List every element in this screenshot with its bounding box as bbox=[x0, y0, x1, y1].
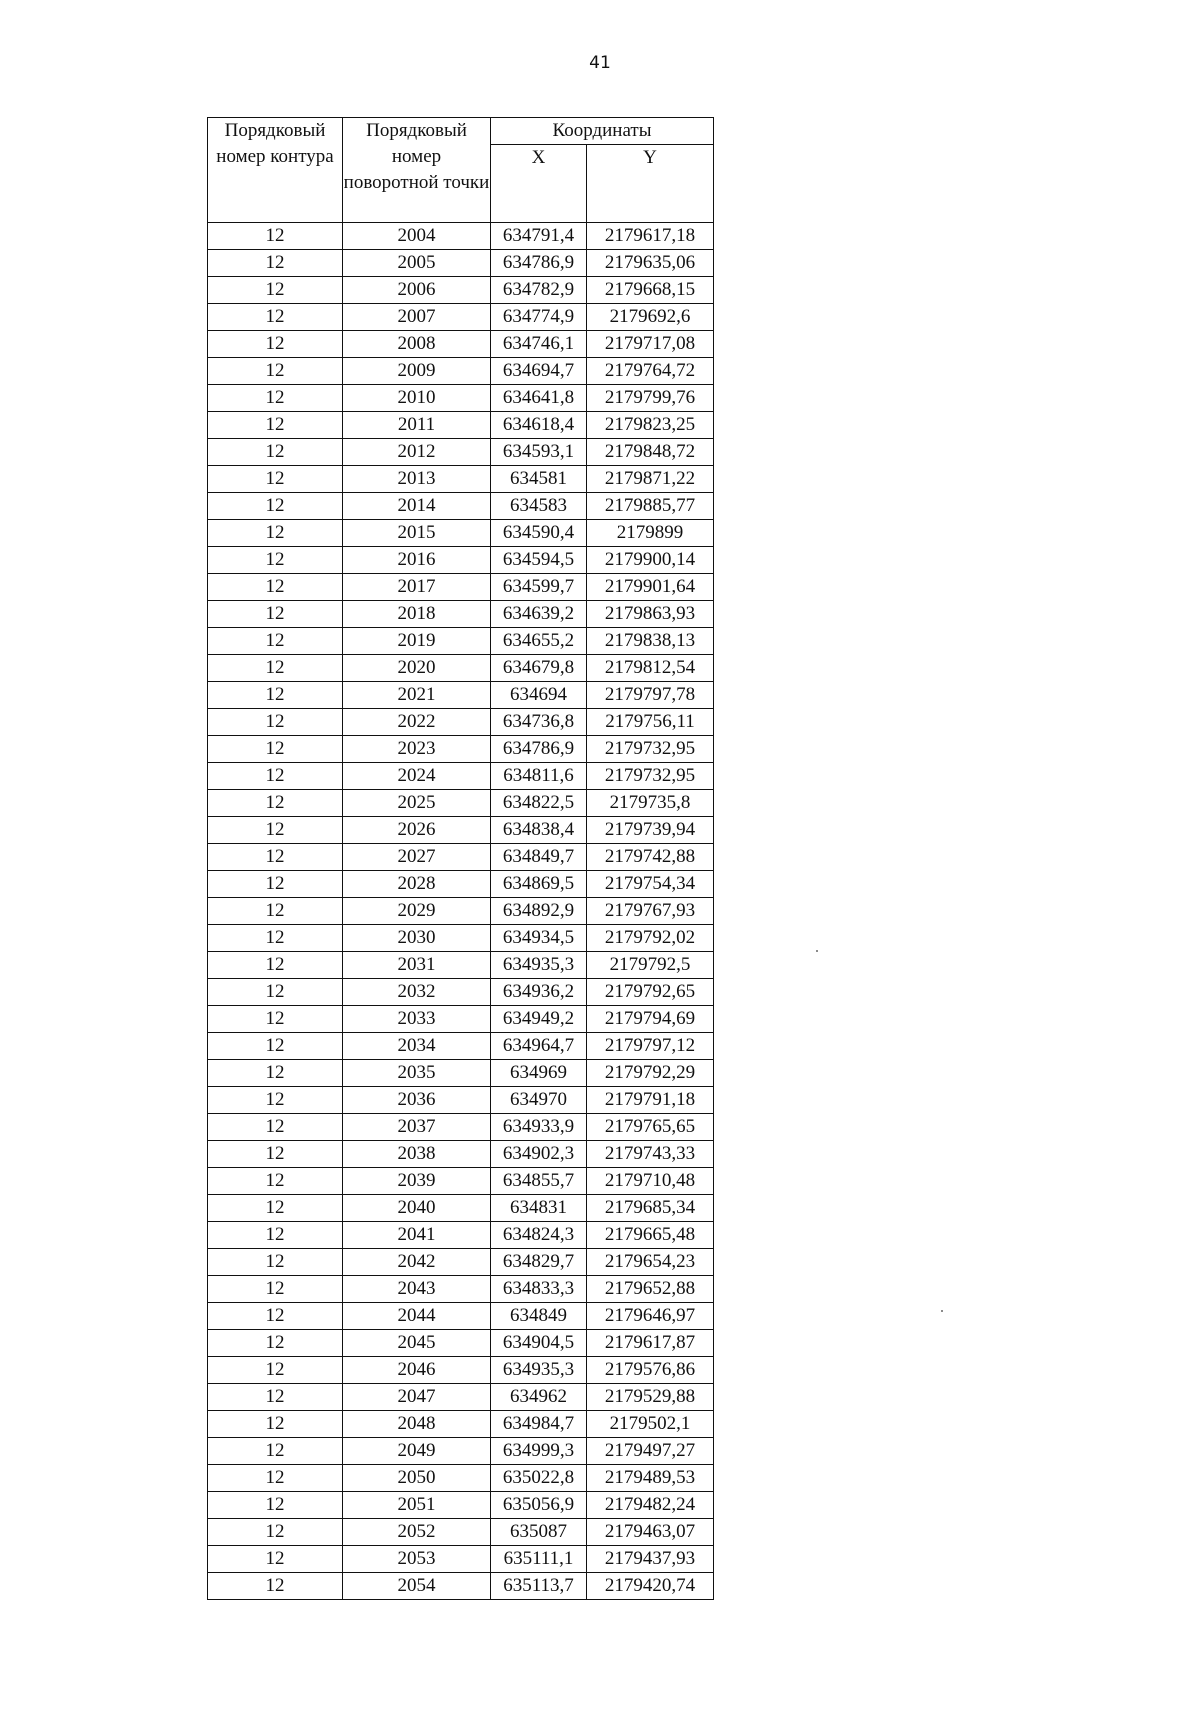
y-coordinate-cell: 2179792,29 bbox=[587, 1060, 714, 1087]
point-number-cell: 2018 bbox=[343, 601, 491, 628]
contour-number-cell: 12 bbox=[208, 682, 343, 709]
coordinates-table bbox=[207, 117, 714, 1600]
table-row bbox=[208, 979, 714, 1006]
contour-number-cell: 12 bbox=[208, 952, 343, 979]
table-row bbox=[208, 682, 714, 709]
contour-number-cell: 12 bbox=[208, 601, 343, 628]
point-number-cell: 2024 bbox=[343, 763, 491, 790]
stray-mark bbox=[816, 950, 818, 952]
table-row bbox=[208, 358, 714, 385]
x-coordinate-cell: 634999,3 bbox=[491, 1438, 587, 1465]
point-number-cell: 2054 bbox=[343, 1573, 491, 1600]
x-coordinate-cell: 634984,7 bbox=[491, 1411, 587, 1438]
contour-number-cell: 12 bbox=[208, 709, 343, 736]
y-coordinate-cell: 2179901,64 bbox=[587, 574, 714, 601]
x-coordinate-cell: 634935,3 bbox=[491, 952, 587, 979]
contour-number-cell: 12 bbox=[208, 1546, 343, 1573]
x-coordinate-cell: 634970 bbox=[491, 1087, 587, 1114]
point-number-cell: 2035 bbox=[343, 1060, 491, 1087]
x-coordinate-cell: 634639,2 bbox=[491, 601, 587, 628]
table-row bbox=[208, 223, 714, 250]
point-number-cell: 2013 bbox=[343, 466, 491, 493]
y-coordinate-cell: 2179797,12 bbox=[587, 1033, 714, 1060]
contour-number-cell: 12 bbox=[208, 1249, 343, 1276]
point-number-cell: 2036 bbox=[343, 1087, 491, 1114]
x-coordinate-cell: 634892,9 bbox=[491, 898, 587, 925]
x-coordinate-cell: 634655,2 bbox=[491, 628, 587, 655]
contour-number-cell: 12 bbox=[208, 1303, 343, 1330]
contour-number-cell: 12 bbox=[208, 1492, 343, 1519]
point-number-cell: 2022 bbox=[343, 709, 491, 736]
y-coordinate-cell: 2179652,88 bbox=[587, 1276, 714, 1303]
point-number-cell: 2025 bbox=[343, 790, 491, 817]
contour-number-cell: 12 bbox=[208, 358, 343, 385]
contour-number-cell: 12 bbox=[208, 655, 343, 682]
header-x: X bbox=[491, 145, 587, 223]
x-coordinate-cell: 634786,9 bbox=[491, 250, 587, 277]
y-coordinate-cell: 2179617,18 bbox=[587, 223, 714, 250]
table-row bbox=[208, 439, 714, 466]
y-coordinate-cell: 2179863,93 bbox=[587, 601, 714, 628]
contour-number-cell: 12 bbox=[208, 817, 343, 844]
x-coordinate-cell: 634824,3 bbox=[491, 1222, 587, 1249]
x-coordinate-cell: 634736,8 bbox=[491, 709, 587, 736]
contour-number-cell: 12 bbox=[208, 466, 343, 493]
y-coordinate-cell: 2179489,53 bbox=[587, 1465, 714, 1492]
contour-number-cell: 12 bbox=[208, 1168, 343, 1195]
x-coordinate-cell: 634581 bbox=[491, 466, 587, 493]
point-number-cell: 2040 bbox=[343, 1195, 491, 1222]
contour-number-cell: 12 bbox=[208, 385, 343, 412]
x-coordinate-cell: 635022,8 bbox=[491, 1465, 587, 1492]
table-row bbox=[208, 277, 714, 304]
x-coordinate-cell: 634694 bbox=[491, 682, 587, 709]
point-number-cell: 2016 bbox=[343, 547, 491, 574]
header-coordinates: Координаты bbox=[491, 118, 714, 145]
y-coordinate-cell: 2179617,87 bbox=[587, 1330, 714, 1357]
point-number-cell: 2009 bbox=[343, 358, 491, 385]
y-coordinate-cell: 2179482,24 bbox=[587, 1492, 714, 1519]
y-coordinate-cell: 2179792,65 bbox=[587, 979, 714, 1006]
y-coordinate-cell: 2179799,76 bbox=[587, 385, 714, 412]
table-row bbox=[208, 1195, 714, 1222]
x-coordinate-cell: 635113,7 bbox=[491, 1573, 587, 1600]
table-row bbox=[208, 1141, 714, 1168]
y-coordinate-cell: 2179635,06 bbox=[587, 250, 714, 277]
x-coordinate-cell: 634962 bbox=[491, 1384, 587, 1411]
point-number-cell: 2031 bbox=[343, 952, 491, 979]
point-number-cell: 2047 bbox=[343, 1384, 491, 1411]
x-coordinate-cell: 634593,1 bbox=[491, 439, 587, 466]
y-coordinate-cell: 2179823,25 bbox=[587, 412, 714, 439]
x-coordinate-cell: 634782,9 bbox=[491, 277, 587, 304]
contour-number-cell: 12 bbox=[208, 1411, 343, 1438]
table-row bbox=[208, 871, 714, 898]
contour-number-cell: 12 bbox=[208, 547, 343, 574]
x-coordinate-cell: 634949,2 bbox=[491, 1006, 587, 1033]
point-number-cell: 2041 bbox=[343, 1222, 491, 1249]
table-row bbox=[208, 1492, 714, 1519]
x-coordinate-cell: 634936,2 bbox=[491, 979, 587, 1006]
point-number-cell: 2046 bbox=[343, 1357, 491, 1384]
y-coordinate-cell: 2179497,27 bbox=[587, 1438, 714, 1465]
y-coordinate-cell: 2179838,13 bbox=[587, 628, 714, 655]
contour-number-cell: 12 bbox=[208, 1438, 343, 1465]
y-coordinate-cell: 2179794,69 bbox=[587, 1006, 714, 1033]
point-number-cell: 2019 bbox=[343, 628, 491, 655]
x-coordinate-cell: 634934,5 bbox=[491, 925, 587, 952]
x-coordinate-cell: 634618,4 bbox=[491, 412, 587, 439]
point-number-cell: 2011 bbox=[343, 412, 491, 439]
table-row bbox=[208, 1006, 714, 1033]
point-number-cell: 2043 bbox=[343, 1276, 491, 1303]
y-coordinate-cell: 2179791,18 bbox=[587, 1087, 714, 1114]
y-coordinate-cell: 2179885,77 bbox=[587, 493, 714, 520]
contour-number-cell: 12 bbox=[208, 1087, 343, 1114]
table-row bbox=[208, 1276, 714, 1303]
table-row bbox=[208, 1411, 714, 1438]
y-coordinate-cell: 2179463,07 bbox=[587, 1519, 714, 1546]
table-row bbox=[208, 412, 714, 439]
stray-mark bbox=[941, 1310, 943, 1312]
point-number-cell: 2020 bbox=[343, 655, 491, 682]
point-number-cell: 2014 bbox=[343, 493, 491, 520]
table-row bbox=[208, 628, 714, 655]
table-row bbox=[208, 1384, 714, 1411]
point-number-cell: 2051 bbox=[343, 1492, 491, 1519]
y-coordinate-cell: 2179437,93 bbox=[587, 1546, 714, 1573]
point-number-cell: 2008 bbox=[343, 331, 491, 358]
table-row bbox=[208, 1222, 714, 1249]
table-row bbox=[208, 844, 714, 871]
contour-number-cell: 12 bbox=[208, 1276, 343, 1303]
contour-number-cell: 12 bbox=[208, 1195, 343, 1222]
x-coordinate-cell: 634590,4 bbox=[491, 520, 587, 547]
x-coordinate-cell: 634869,5 bbox=[491, 871, 587, 898]
contour-number-cell: 12 bbox=[208, 871, 343, 898]
table-row bbox=[208, 709, 714, 736]
point-number-cell: 2032 bbox=[343, 979, 491, 1006]
x-coordinate-cell: 634774,9 bbox=[491, 304, 587, 331]
contour-number-cell: 12 bbox=[208, 1330, 343, 1357]
point-number-cell: 2015 bbox=[343, 520, 491, 547]
point-number-cell: 2044 bbox=[343, 1303, 491, 1330]
table-row bbox=[208, 493, 714, 520]
x-coordinate-cell: 634849 bbox=[491, 1303, 587, 1330]
y-coordinate-cell: 2179717,08 bbox=[587, 331, 714, 358]
y-coordinate-cell: 2179742,88 bbox=[587, 844, 714, 871]
point-number-cell: 2028 bbox=[343, 871, 491, 898]
table-row bbox=[208, 952, 714, 979]
point-number-cell: 2037 bbox=[343, 1114, 491, 1141]
contour-number-cell: 12 bbox=[208, 574, 343, 601]
y-coordinate-cell: 2179848,72 bbox=[587, 439, 714, 466]
contour-number-cell: 12 bbox=[208, 1114, 343, 1141]
contour-number-cell: 12 bbox=[208, 1573, 343, 1600]
point-number-cell: 2005 bbox=[343, 250, 491, 277]
table-row bbox=[208, 1249, 714, 1276]
contour-number-cell: 12 bbox=[208, 250, 343, 277]
table-row bbox=[208, 1573, 714, 1600]
x-coordinate-cell: 634641,8 bbox=[491, 385, 587, 412]
contour-number-cell: 12 bbox=[208, 790, 343, 817]
point-number-cell: 2034 bbox=[343, 1033, 491, 1060]
point-number-cell: 2048 bbox=[343, 1411, 491, 1438]
contour-number-cell: 12 bbox=[208, 1465, 343, 1492]
header-point-number: Порядковый номер поворотной точки bbox=[343, 118, 491, 223]
y-coordinate-cell: 2179739,94 bbox=[587, 817, 714, 844]
x-coordinate-cell: 634746,1 bbox=[491, 331, 587, 358]
contour-number-cell: 12 bbox=[208, 1060, 343, 1087]
table-row bbox=[208, 790, 714, 817]
x-coordinate-cell: 634599,7 bbox=[491, 574, 587, 601]
point-number-cell: 2029 bbox=[343, 898, 491, 925]
table-row bbox=[208, 1114, 714, 1141]
point-number-cell: 2038 bbox=[343, 1141, 491, 1168]
point-number-cell: 2021 bbox=[343, 682, 491, 709]
table-row bbox=[208, 655, 714, 682]
contour-number-cell: 12 bbox=[208, 493, 343, 520]
x-coordinate-cell: 635111,1 bbox=[491, 1546, 587, 1573]
x-coordinate-cell: 635087 bbox=[491, 1519, 587, 1546]
x-coordinate-cell: 634902,3 bbox=[491, 1141, 587, 1168]
point-number-cell: 2030 bbox=[343, 925, 491, 952]
contour-number-cell: 12 bbox=[208, 1222, 343, 1249]
x-coordinate-cell: 634831 bbox=[491, 1195, 587, 1222]
table-row bbox=[208, 736, 714, 763]
table-row bbox=[208, 1519, 714, 1546]
point-number-cell: 2006 bbox=[343, 277, 491, 304]
y-coordinate-cell: 2179735,8 bbox=[587, 790, 714, 817]
contour-number-cell: 12 bbox=[208, 628, 343, 655]
point-number-cell: 2053 bbox=[343, 1546, 491, 1573]
contour-number-cell: 12 bbox=[208, 304, 343, 331]
contour-number-cell: 12 bbox=[208, 412, 343, 439]
x-coordinate-cell: 634849,7 bbox=[491, 844, 587, 871]
x-coordinate-cell: 634811,6 bbox=[491, 763, 587, 790]
table-row bbox=[208, 1465, 714, 1492]
y-coordinate-cell: 2179812,54 bbox=[587, 655, 714, 682]
point-number-cell: 2026 bbox=[343, 817, 491, 844]
table-row bbox=[208, 817, 714, 844]
contour-number-cell: 12 bbox=[208, 1384, 343, 1411]
table-row bbox=[208, 520, 714, 547]
x-coordinate-cell: 634904,5 bbox=[491, 1330, 587, 1357]
table-row bbox=[208, 1087, 714, 1114]
x-coordinate-cell: 634969 bbox=[491, 1060, 587, 1087]
y-coordinate-cell: 2179665,48 bbox=[587, 1222, 714, 1249]
table-row bbox=[208, 331, 714, 358]
point-number-cell: 2049 bbox=[343, 1438, 491, 1465]
table-row bbox=[208, 1033, 714, 1060]
y-coordinate-cell: 2179792,5 bbox=[587, 952, 714, 979]
page-number: 41 bbox=[589, 53, 611, 73]
y-coordinate-cell: 2179899 bbox=[587, 520, 714, 547]
x-coordinate-cell: 634786,9 bbox=[491, 736, 587, 763]
y-coordinate-cell: 2179797,78 bbox=[587, 682, 714, 709]
point-number-cell: 2012 bbox=[343, 439, 491, 466]
x-coordinate-cell: 634679,8 bbox=[491, 655, 587, 682]
x-coordinate-cell: 634694,7 bbox=[491, 358, 587, 385]
y-coordinate-cell: 2179754,34 bbox=[587, 871, 714, 898]
contour-number-cell: 12 bbox=[208, 1033, 343, 1060]
contour-number-cell: 12 bbox=[208, 331, 343, 358]
table-row bbox=[208, 250, 714, 277]
y-coordinate-cell: 2179420,74 bbox=[587, 1573, 714, 1600]
y-coordinate-cell: 2179646,97 bbox=[587, 1303, 714, 1330]
y-coordinate-cell: 2179871,22 bbox=[587, 466, 714, 493]
x-coordinate-cell: 634964,7 bbox=[491, 1033, 587, 1060]
contour-number-cell: 12 bbox=[208, 736, 343, 763]
point-number-cell: 2007 bbox=[343, 304, 491, 331]
contour-number-cell: 12 bbox=[208, 439, 343, 466]
x-coordinate-cell: 634838,4 bbox=[491, 817, 587, 844]
table-row bbox=[208, 898, 714, 925]
table-row bbox=[208, 1060, 714, 1087]
header-y: Y bbox=[587, 145, 714, 223]
contour-number-cell: 12 bbox=[208, 1357, 343, 1384]
table-row bbox=[208, 1168, 714, 1195]
y-coordinate-cell: 2179529,88 bbox=[587, 1384, 714, 1411]
point-number-cell: 2039 bbox=[343, 1168, 491, 1195]
point-number-cell: 2004 bbox=[343, 223, 491, 250]
contour-number-cell: 12 bbox=[208, 520, 343, 547]
y-coordinate-cell: 2179654,23 bbox=[587, 1249, 714, 1276]
table-row bbox=[208, 304, 714, 331]
y-coordinate-cell: 2179685,34 bbox=[587, 1195, 714, 1222]
y-coordinate-cell: 2179792,02 bbox=[587, 925, 714, 952]
y-coordinate-cell: 2179668,15 bbox=[587, 277, 714, 304]
point-number-cell: 2045 bbox=[343, 1330, 491, 1357]
y-coordinate-cell: 2179732,95 bbox=[587, 763, 714, 790]
point-number-cell: 2023 bbox=[343, 736, 491, 763]
contour-number-cell: 12 bbox=[208, 277, 343, 304]
y-coordinate-cell: 2179732,95 bbox=[587, 736, 714, 763]
point-number-cell: 2052 bbox=[343, 1519, 491, 1546]
y-coordinate-cell: 2179900,14 bbox=[587, 547, 714, 574]
contour-number-cell: 12 bbox=[208, 979, 343, 1006]
x-coordinate-cell: 634594,5 bbox=[491, 547, 587, 574]
contour-number-cell: 12 bbox=[208, 1519, 343, 1546]
table-row bbox=[208, 1357, 714, 1384]
contour-number-cell: 12 bbox=[208, 844, 343, 871]
contour-number-cell: 12 bbox=[208, 1006, 343, 1033]
point-number-cell: 2050 bbox=[343, 1465, 491, 1492]
table-body bbox=[208, 223, 714, 1600]
header-contour-number: Порядковый номер контура bbox=[208, 118, 343, 223]
x-coordinate-cell: 634822,5 bbox=[491, 790, 587, 817]
table-row bbox=[208, 763, 714, 790]
x-coordinate-cell: 634583 bbox=[491, 493, 587, 520]
table-row bbox=[208, 601, 714, 628]
y-coordinate-cell: 2179764,72 bbox=[587, 358, 714, 385]
table-row bbox=[208, 1546, 714, 1573]
table-row bbox=[208, 385, 714, 412]
x-coordinate-cell: 635056,9 bbox=[491, 1492, 587, 1519]
contour-number-cell: 12 bbox=[208, 223, 343, 250]
y-coordinate-cell: 2179710,48 bbox=[587, 1168, 714, 1195]
x-coordinate-cell: 634791,4 bbox=[491, 223, 587, 250]
y-coordinate-cell: 2179576,86 bbox=[587, 1357, 714, 1384]
y-coordinate-cell: 2179743,33 bbox=[587, 1141, 714, 1168]
table-row bbox=[208, 1303, 714, 1330]
x-coordinate-cell: 634935,3 bbox=[491, 1357, 587, 1384]
table-row bbox=[208, 574, 714, 601]
table-row bbox=[208, 1330, 714, 1357]
point-number-cell: 2042 bbox=[343, 1249, 491, 1276]
table-row bbox=[208, 1438, 714, 1465]
contour-number-cell: 12 bbox=[208, 763, 343, 790]
contour-number-cell: 12 bbox=[208, 1141, 343, 1168]
point-number-cell: 2033 bbox=[343, 1006, 491, 1033]
table-row bbox=[208, 466, 714, 493]
y-coordinate-cell: 2179756,11 bbox=[587, 709, 714, 736]
table-row bbox=[208, 547, 714, 574]
x-coordinate-cell: 634933,9 bbox=[491, 1114, 587, 1141]
y-coordinate-cell: 2179692,6 bbox=[587, 304, 714, 331]
table-row bbox=[208, 925, 714, 952]
x-coordinate-cell: 634833,3 bbox=[491, 1276, 587, 1303]
y-coordinate-cell: 2179765,65 bbox=[587, 1114, 714, 1141]
contour-number-cell: 12 bbox=[208, 925, 343, 952]
point-number-cell: 2027 bbox=[343, 844, 491, 871]
point-number-cell: 2010 bbox=[343, 385, 491, 412]
point-number-cell: 2017 bbox=[343, 574, 491, 601]
x-coordinate-cell: 634829,7 bbox=[491, 1249, 587, 1276]
x-coordinate-cell: 634855,7 bbox=[491, 1168, 587, 1195]
y-coordinate-cell: 2179767,93 bbox=[587, 898, 714, 925]
contour-number-cell: 12 bbox=[208, 898, 343, 925]
y-coordinate-cell: 2179502,1 bbox=[587, 1411, 714, 1438]
